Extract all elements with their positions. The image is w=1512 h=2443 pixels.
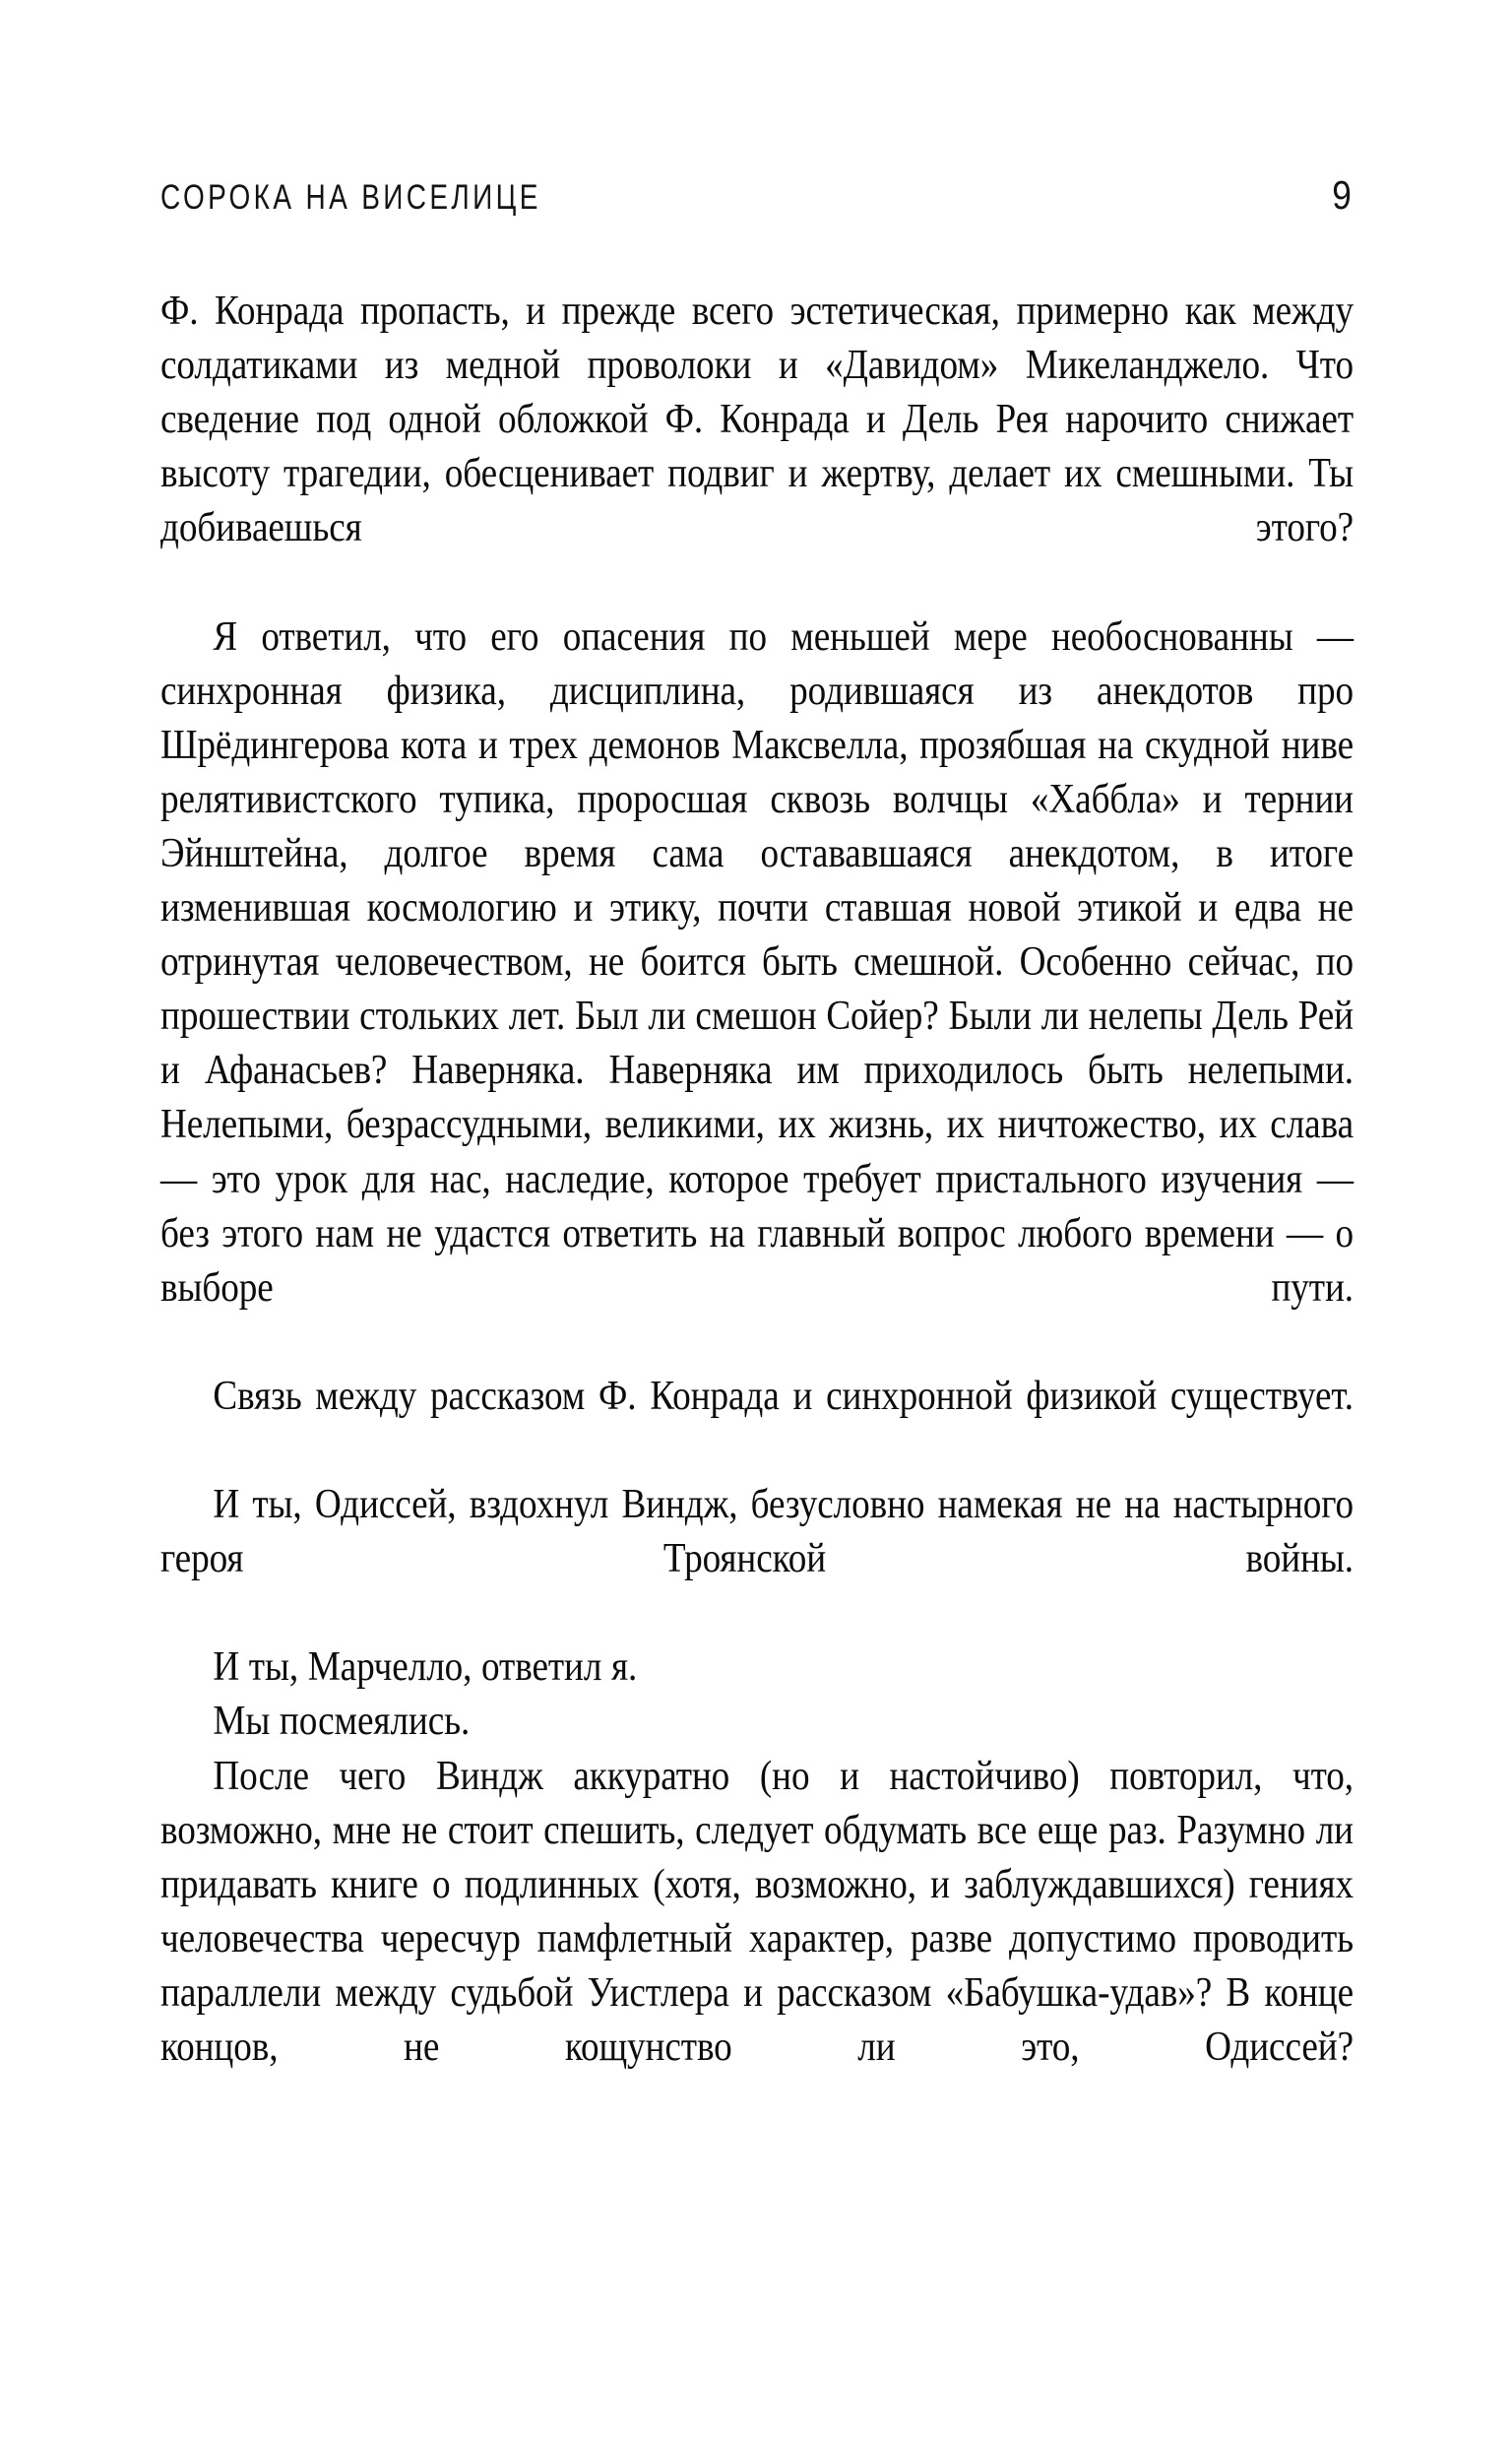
running-head-title: СОРОКА НА ВИСЕЛИЦЕ bbox=[160, 178, 541, 217]
paragraph: Связь между рассказом Ф. Конрада и синхронной физикой существует. bbox=[213, 1372, 1354, 1419]
paragraph: И ты, Марчелло, ответил я. bbox=[213, 1643, 638, 1691]
paragraph: После чего Виндж аккуратно (но и настойчиво) повторил, что, возможно, мне не стоит спешить, следует обдумать все еще раз. Разумно ли придавать книге о подлинных (хотя, возможно, и заблуждавшихся) гениях человечества чересчур памфлетный характер, разве допустимо проводить параллели между судьбой Уистлера и рассказом «Бабушка-удав»? В конце концов, не кощунство ли это, Одиссей? bbox=[160, 1752, 1354, 2070]
body-text-block bbox=[160, 284, 1354, 2128]
paragraph: Я ответил, что его опасения по меньшей мере необоснованны — синхронная физика, дисциплина, родившаяся из анекдотов про Шрёдингерова кота и трех демонов Максвелла, прозябшая на скудной ниве релятивистского тупика, проросшая сквозь волчцы «Хаббла» и тернии Эйнштейна, долгое время сама остававшаяся анекдотом, в итоге изменившая космологию и этику, почти ставшая новой этикой и едва не отринутая человечеством, не боится быть смешной. Особенно сейчас, по прошествии стольких лет. Был ли смешон Сойер? Были ли нелепы Дель Рей и Афанасьев? Наверняка. Наверняка им приходилось быть нелепыми. Нелепыми, безрассудными, великими, их жизнь, их ничтожество, их слава — это урок для нас, наследие, которое требует пристального изучения — без этого нам не удастся ответить на главный вопрос любого времени — о выборе пути. bbox=[160, 612, 1354, 1311]
running-head bbox=[160, 172, 1352, 228]
paragraph: Ф. Конрада пропасть, и прежде всего эстетическая, примерно как между солдатиками из медной проволоки и «Давидом» Микеланджело. Что сведение под одной обложкой Ф. Конрада и Дель Рея нарочито снижает высоту трагедии, обесценивает подвиг и жертву, делает их смешными. Ты добиваешься этого? bbox=[160, 288, 1354, 551]
paragraph: И ты, Одиссей, вздохнул Виндж, безусловно намекая не на настырного героя Троянской войны. bbox=[160, 1481, 1354, 1582]
page-number: 9 bbox=[1332, 172, 1352, 218]
paragraph: Мы посмеялись. bbox=[213, 1698, 471, 1745]
